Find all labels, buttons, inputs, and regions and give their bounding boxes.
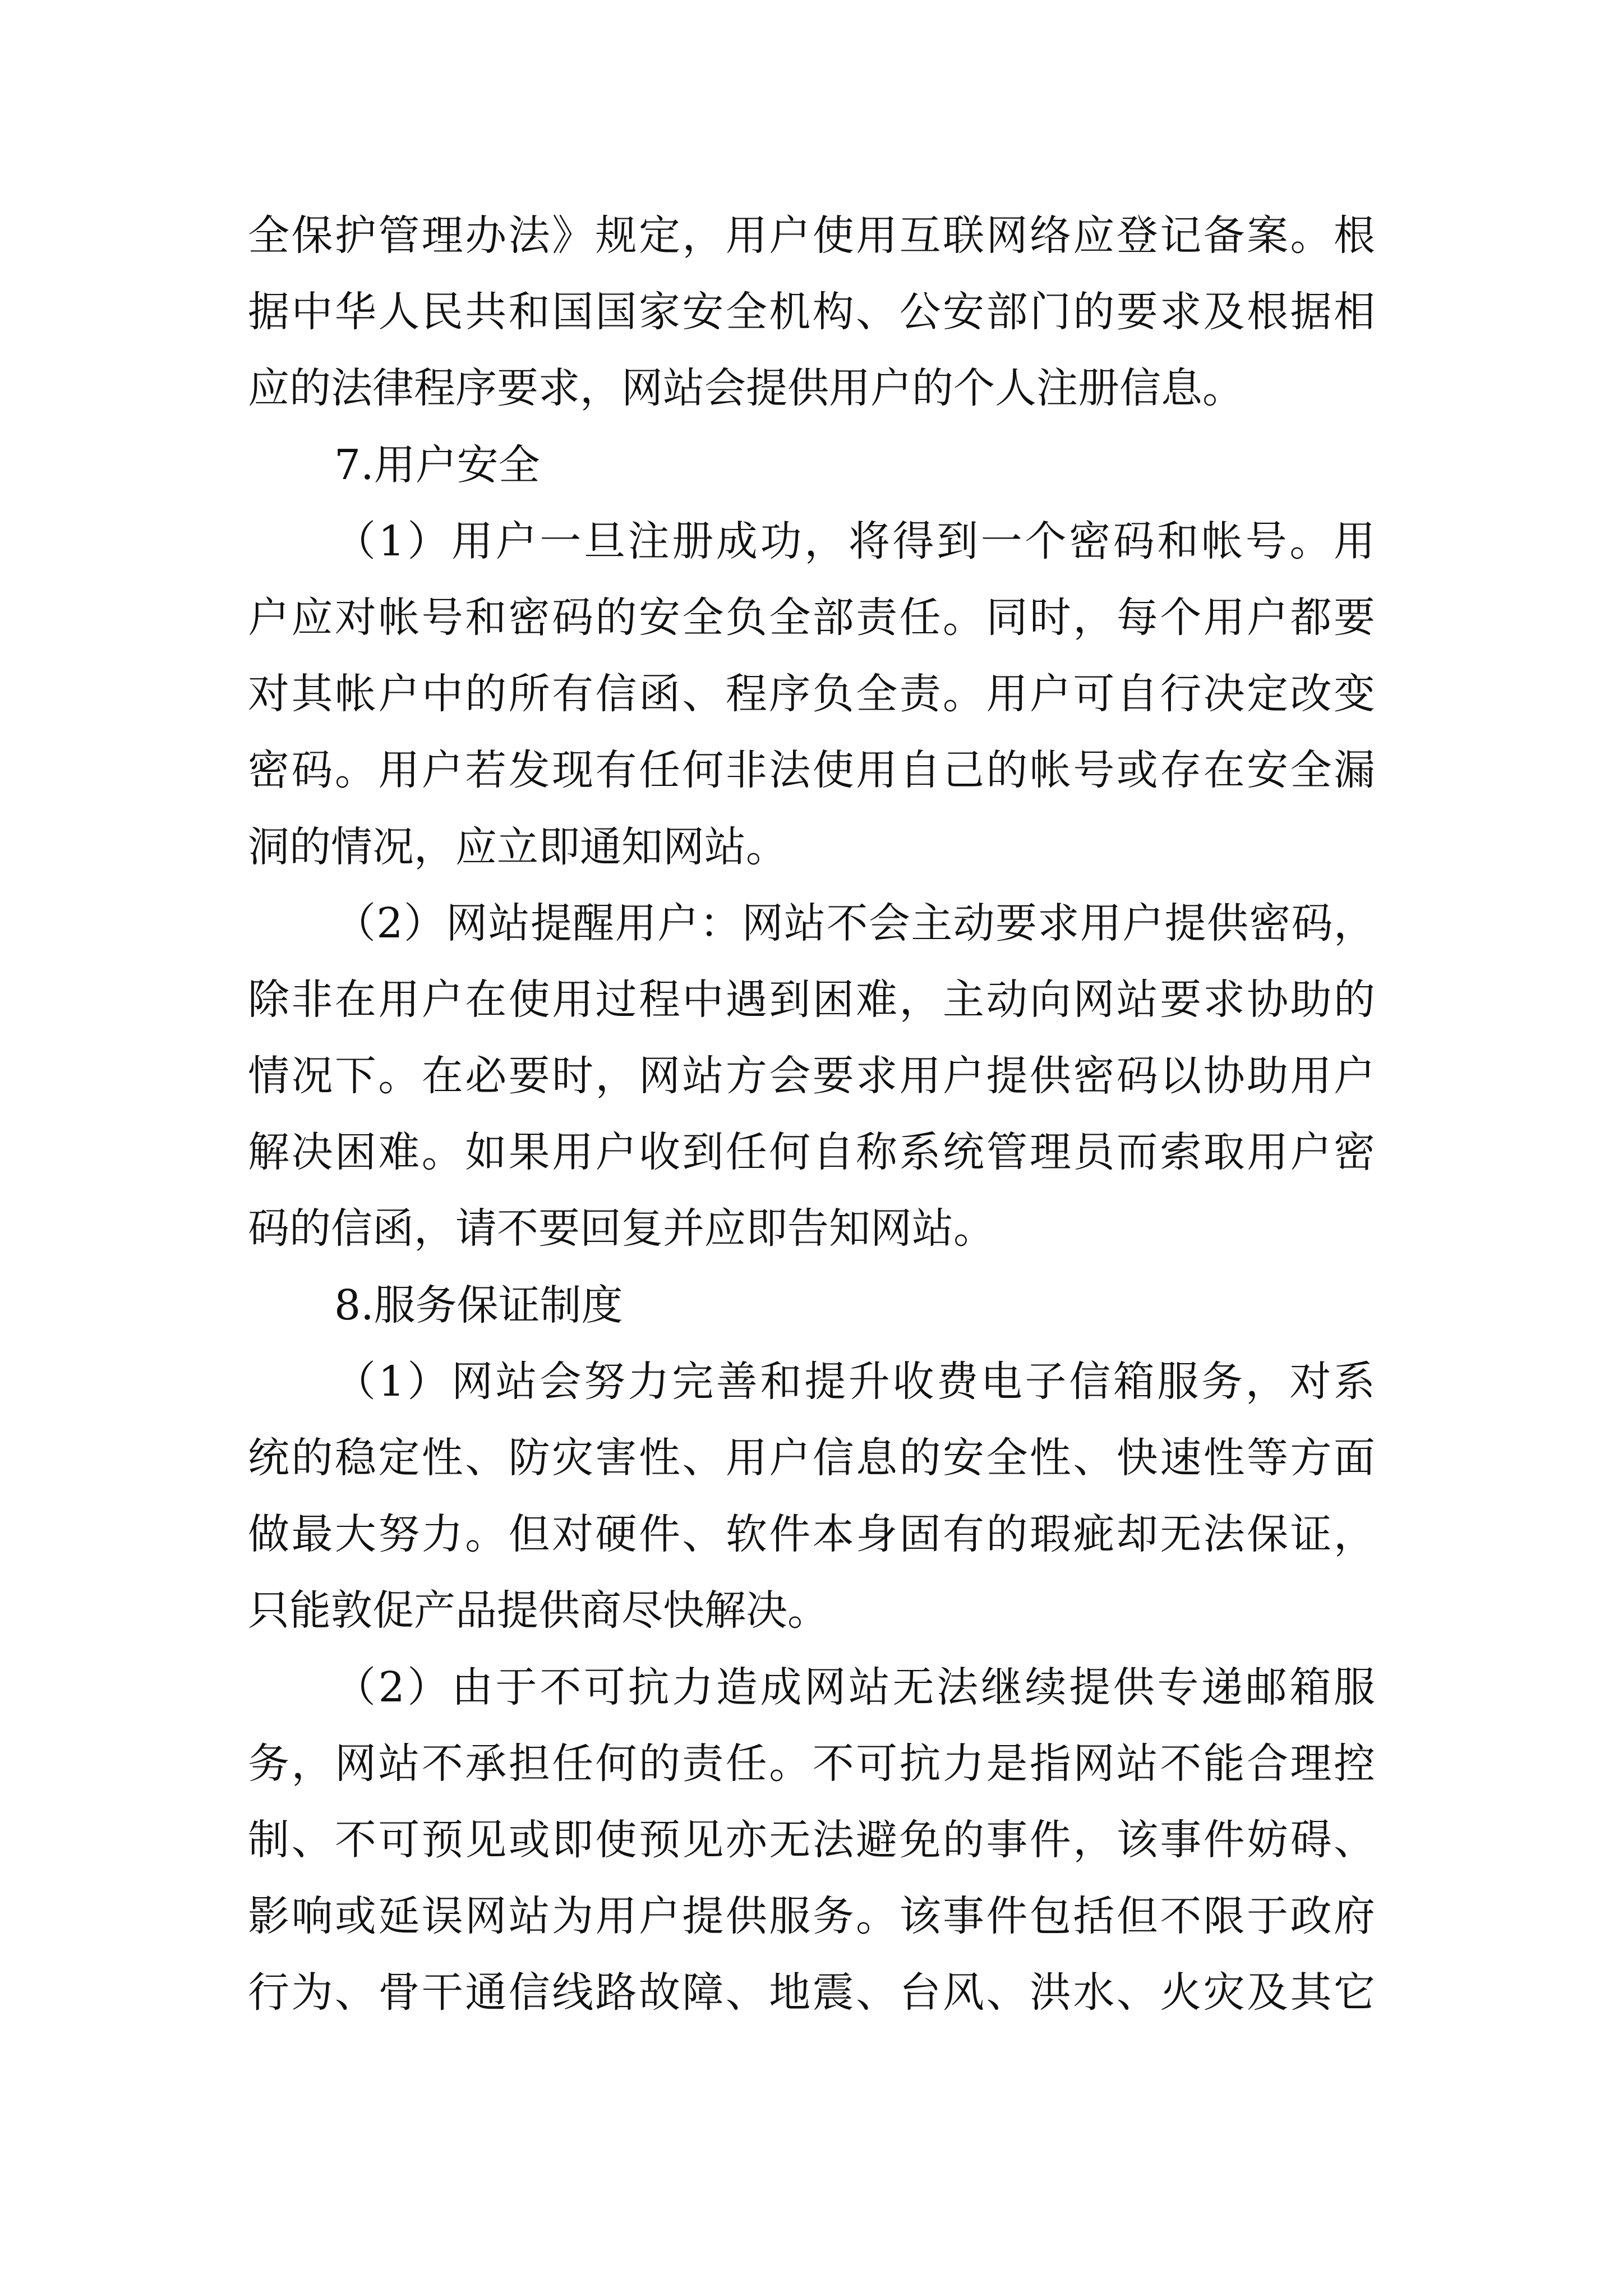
text-line: 除非在用户在使用过程中遇到困难，主动向网站要求协助的 bbox=[248, 975, 1375, 1024]
text-line: 情况下。在必要时，网站方会要求用户提供密码以协助用户 bbox=[248, 1052, 1375, 1101]
text-line: 7.用户安全 bbox=[334, 440, 540, 489]
text-line: （2）网站提醒用户：网站不会主动要求用户提供密码， bbox=[334, 899, 1375, 947]
text-line: 只能敦促产品提供商尽快解决。 bbox=[248, 1586, 829, 1635]
text-line: 制、不可预见或即使预见亦无法避免的事件，该事件妨碍、 bbox=[248, 1815, 1375, 1864]
text-line: 码的信函，请不要回复并应即告知网站。 bbox=[248, 1204, 995, 1253]
document-body bbox=[248, 197, 1375, 2031]
text-line: 户应对帐号和密码的安全负全部责任。同时，每个用户都要 bbox=[248, 593, 1375, 642]
text-line: 应的法律程序要求，网站会提供用户的个人注册信息。 bbox=[248, 364, 1244, 413]
text-line: （1）用户一旦注册成功，将得到一个密码和帐号。用 bbox=[334, 517, 1375, 565]
text-line: （2）由于不可抗力造成网站无法继续提供专递邮箱服 bbox=[334, 1663, 1375, 1711]
text-line: 洞的情况，应立即通知网站。 bbox=[248, 822, 787, 871]
text-line: 据中华人民共和国国家安全机构、公安部门的要求及根据相 bbox=[248, 288, 1375, 337]
text-line: 密码。用户若发现有任何非法使用自己的帐号或存在安全漏 bbox=[248, 746, 1375, 795]
text-line: 影响或延误网站为用户提供服务。该事件包括但不限于政府 bbox=[248, 1892, 1375, 1941]
text-line: 务，网站不承担任何的责任。不可抗力是指网站不能合理控 bbox=[248, 1739, 1375, 1788]
text-line: 行为、骨干通信线路故障、地震、台风、洪水、火灾及其它 bbox=[248, 1968, 1375, 2017]
text-line: 对其帐户中的所有信函、程序负全责。用户可自行决定改变 bbox=[248, 670, 1375, 719]
text-line: 做最大努力。但对硬件、软件本身固有的瑕疵却无法保证， bbox=[248, 1510, 1375, 1559]
text-line: 8.服务保证制度 bbox=[334, 1281, 623, 1329]
text-line: （1）网站会努力完善和提升收费电子信箱服务，对系 bbox=[334, 1357, 1375, 1406]
text-line: 解决困难。如果用户收到任何自称系统管理员而索取用户密 bbox=[248, 1128, 1375, 1177]
text-line: 全保护管理办法》规定，用户使用互联网络应登记备案。根 bbox=[248, 211, 1375, 260]
text-line: 统的稳定性、防灾害性、用户信息的安全性、快速性等方面 bbox=[248, 1434, 1375, 1482]
